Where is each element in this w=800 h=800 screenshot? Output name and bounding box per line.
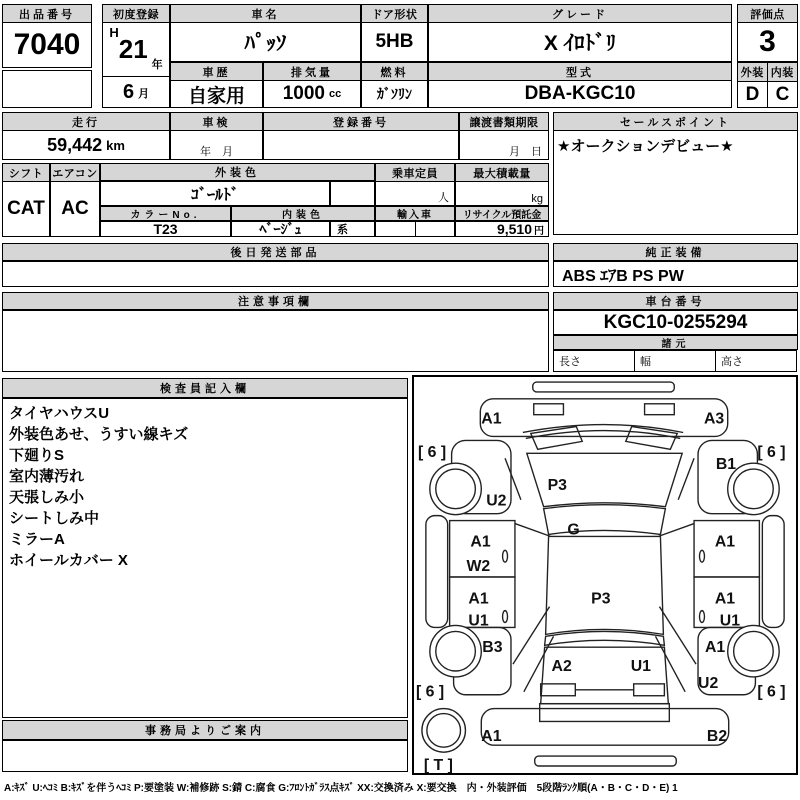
inspector-note-line: 下廻りS <box>9 447 65 464</box>
sales-point-header: セールスポイント <box>554 113 797 131</box>
exterior-color-value: ｺﾞｰﾙﾄﾞ <box>100 181 330 206</box>
diagram-damage-label: B1 <box>715 456 737 474</box>
exterior-color-header: 外装色 <box>100 163 375 181</box>
sales-point-value: ★オークションデビュー★ <box>557 138 734 155</box>
car-name-header: 車名 <box>171 5 360 23</box>
inspector-note-line: ホイールカバー X <box>9 552 128 569</box>
auction-number-header: 出品番号 <box>3 5 91 23</box>
rear-plate-bar <box>535 756 677 766</box>
diagram-damage-label: U1 <box>630 657 651 675</box>
interior-color-header: 内装色 <box>231 206 375 221</box>
equipment-value: ABS ｴｱB PS PW <box>553 261 798 287</box>
car-name-value: ﾊﾟｯｿ <box>244 32 287 55</box>
displacement-header: 排気量 <box>264 63 360 81</box>
later-parts-value <box>2 261 549 287</box>
inspector-note-line: ミラーA <box>9 531 65 548</box>
aircon-box <box>50 163 100 237</box>
displacement-value: 1000 <box>282 83 326 104</box>
office-header: 事務局よりご案内 <box>2 720 408 740</box>
diagram-damage-label: [ 6 ] <box>417 444 447 462</box>
windshield <box>544 505 666 535</box>
door-handle-front-left <box>503 550 508 562</box>
mileage-cell <box>3 131 169 159</box>
diagram-damage-label: U1 <box>719 612 741 630</box>
car-history-header: 車歴 <box>171 63 262 81</box>
shift-header: シフト <box>3 164 49 182</box>
caution-value <box>2 310 549 372</box>
diagram-damage-label: A1 <box>470 533 491 551</box>
inspector-note-line: タイヤハウスU <box>9 405 110 422</box>
diagram-damage-label: A1 <box>714 590 736 608</box>
registration-number-header: 登録番号 <box>264 113 458 131</box>
a-pillar-left <box>515 524 551 537</box>
capacity-header: 乗車定員 <box>376 164 454 182</box>
headlight-right <box>645 404 675 415</box>
side-sill-left <box>426 516 448 628</box>
diagram-damage-label: A1 <box>714 533 736 551</box>
diagram-damage-label: A1 <box>481 410 502 428</box>
capacity-unit: 人 <box>438 192 449 204</box>
rear-bumper <box>481 709 728 746</box>
import-value-cell <box>375 221 455 237</box>
recycle-unit: 円 <box>534 225 544 237</box>
recycle-header: リサイクル預託金 <box>455 206 549 221</box>
auction-number-box <box>2 4 92 68</box>
inspector-note-line: シートしみ中 <box>9 510 100 527</box>
color-no-header: カラーNo. <box>100 206 231 221</box>
mileage-box <box>2 112 170 160</box>
car-diagram-svg <box>414 377 796 773</box>
rear-window <box>545 631 665 645</box>
capacity-box <box>375 163 455 206</box>
ext-int-grade-box <box>737 62 798 108</box>
tire-rear-right <box>728 625 779 676</box>
inspection-placeholder: 年 月 <box>200 146 233 158</box>
diagram-damage-label: B2 <box>706 728 728 746</box>
score-header: 評価点 <box>738 5 797 23</box>
sales-point-box <box>553 112 798 235</box>
exterior-color-empty-cell <box>330 181 375 206</box>
door-handle-front-right <box>700 550 705 562</box>
mileage-header: 走行 <box>3 113 169 131</box>
model-code-box <box>428 62 732 108</box>
interior-color-value: ﾍﾞｰｼﾞｭ <box>231 221 330 237</box>
cowl-arc-inner <box>526 431 680 439</box>
later-parts-header: 後日発送部品 <box>2 243 549 261</box>
diagram-damage-label: [ 6 ] <box>757 683 786 701</box>
equipment-header: 純正装備 <box>553 243 798 261</box>
interior-grade-header: 内装 <box>768 63 798 81</box>
inspector-note-line: 外装色あせ、うすい線キズ <box>9 426 189 443</box>
interior-grade-value: C <box>775 84 790 105</box>
fuel-box <box>361 62 428 108</box>
aircon-header: エアコン <box>51 164 99 182</box>
caution-header: 注意事項欄 <box>2 292 549 310</box>
front-plate-bar <box>533 382 675 392</box>
diagram-damage-label: [ 6 ] <box>415 683 445 701</box>
spec-header: 諸元 <box>553 335 798 350</box>
exterior-grade-value: D <box>738 82 768 108</box>
car-history-value: 自家用 <box>187 85 245 107</box>
score-box <box>737 4 798 62</box>
tailgate-lower <box>540 704 670 722</box>
shift-box <box>2 163 50 237</box>
tire-rear-left <box>430 625 481 676</box>
first-registration-year: 21 <box>118 34 148 64</box>
diagram-damage-label: [ T ] <box>423 756 453 773</box>
door-shape-box <box>361 4 428 62</box>
rear-plate-left <box>541 684 576 696</box>
diagram-damage-label: [ 6 ] <box>757 444 786 462</box>
auction-number-value: 7040 <box>13 28 81 61</box>
inspector-note-line: 室内薄汚れ <box>9 468 85 485</box>
registration-number-box <box>263 112 459 160</box>
door-shape-header: ドア形状 <box>362 5 427 23</box>
inspection-box <box>170 112 263 160</box>
interior-color-suffix: 系 <box>330 221 375 237</box>
diagram-damage-label: A1 <box>704 639 726 657</box>
diagram-damage-label: A2 <box>551 657 572 675</box>
transfer-deadline-placeholder: 月 日 <box>509 146 542 158</box>
spec-width-label: 幅 <box>634 350 716 372</box>
score-value: 3 <box>759 25 776 58</box>
inspector-note-line: 天張しみ小 <box>9 489 85 506</box>
recycle-fee: 9,510 <box>496 221 532 237</box>
spec-height-label: 高さ <box>715 350 797 372</box>
spec-row <box>553 350 798 372</box>
chassis-number-value: KGC10-0255294 <box>553 310 798 335</box>
car-history-box <box>170 62 263 108</box>
diagram-damage-label: A1 <box>481 728 502 746</box>
spare-tire <box>422 709 466 753</box>
grade-value: X ｲﾛﾄﾞﾘ <box>543 32 617 55</box>
auction-number-empty-box <box>2 70 92 108</box>
shift-value: CAT <box>7 198 45 219</box>
model-code-value: DBA-KGC10 <box>524 83 636 104</box>
first-registration-month: 6 <box>122 81 135 103</box>
diagram-damage-label: P3 <box>547 476 567 494</box>
spec-length-label: 長さ <box>553 350 635 372</box>
door-handle-rear-right <box>700 611 705 623</box>
fuel-value: ｶﾞｿﾘﾝ <box>377 86 412 102</box>
chassis-number-header: 車台番号 <box>553 292 798 310</box>
displacement-cell <box>264 81 360 107</box>
a-pillar-right <box>658 524 694 537</box>
exterior-grade-header: 外装 <box>738 63 768 81</box>
inspector-notes-list <box>2 398 408 718</box>
diagram-damage-label: P3 <box>591 590 611 608</box>
era-prefix: H <box>109 25 119 40</box>
diagram-damage-label: U2 <box>486 492 507 510</box>
first-registration-header: 初度登録 <box>103 5 169 23</box>
transfer-deadline-box <box>459 112 549 160</box>
damage-code-legend: A:ｷｽﾞ U:ﾍｺﾐ B:ｷｽﾞを伴うﾍｺﾐ P:要塗装 W:補修跡 S:錆 C:腐食 G:ﾌﾛﾝﾄｶﾞﾗｽ点ｷｽﾞ XX:交換済み X:要交換 内・外装評価 5段階ﾗﾝｸ順(A・B・C・D・E) 1 <box>4 783 678 794</box>
tire-front-left <box>430 463 481 514</box>
door-handle-rear-left <box>503 611 508 623</box>
displacement-unit: cc <box>329 88 342 100</box>
diagram-damage-label: G <box>567 521 580 539</box>
color-no-value: T23 <box>100 221 231 237</box>
import-cell-divider <box>415 222 416 236</box>
grade-header: グレード <box>429 5 731 23</box>
office-value <box>2 740 408 772</box>
recycle-value-cell <box>455 221 549 237</box>
diagram-damage-label: U1 <box>468 612 489 630</box>
payload-header: 最大積載量 <box>456 164 548 182</box>
roof-panel <box>546 536 664 634</box>
rear-plate-right <box>634 684 665 696</box>
fender-line-left <box>505 458 521 500</box>
first-registration-month-cell <box>103 77 169 108</box>
fender-line-right <box>678 458 694 500</box>
door-shape-value: 5HB <box>375 31 414 52</box>
first-registration-year-cell <box>103 23 169 77</box>
diagram-damage-label: A1 <box>468 590 489 608</box>
inspection-header: 車検 <box>171 113 262 131</box>
grade-box <box>428 4 732 62</box>
headlight-left <box>534 404 564 415</box>
month-unit: 月 <box>138 87 150 100</box>
side-sill-right <box>762 516 784 628</box>
mileage-value: 59,442 <box>47 134 103 155</box>
diagram-damage-label: W2 <box>466 558 491 576</box>
payload-unit: kg <box>531 193 543 205</box>
displacement-box <box>263 62 361 108</box>
transfer-deadline-header: 譲渡書類期限 <box>460 113 548 131</box>
diagram-damage-label: U2 <box>698 674 719 692</box>
model-code-header: 型式 <box>429 63 731 81</box>
car-damage-diagram <box>412 375 798 775</box>
diagram-damage-label: B3 <box>482 639 503 657</box>
mileage-unit: km <box>106 137 125 153</box>
aircon-value: AC <box>61 198 89 219</box>
payload-box <box>455 163 549 206</box>
year-unit: 年 <box>151 59 163 71</box>
car-name-box <box>170 4 361 62</box>
first-registration-box <box>102 4 170 108</box>
fuel-header: 燃料 <box>362 63 427 81</box>
import-header: 輸入車 <box>375 206 455 221</box>
diagram-damage-label: A3 <box>703 410 725 428</box>
inspector-header: 検査員記入欄 <box>2 378 408 398</box>
